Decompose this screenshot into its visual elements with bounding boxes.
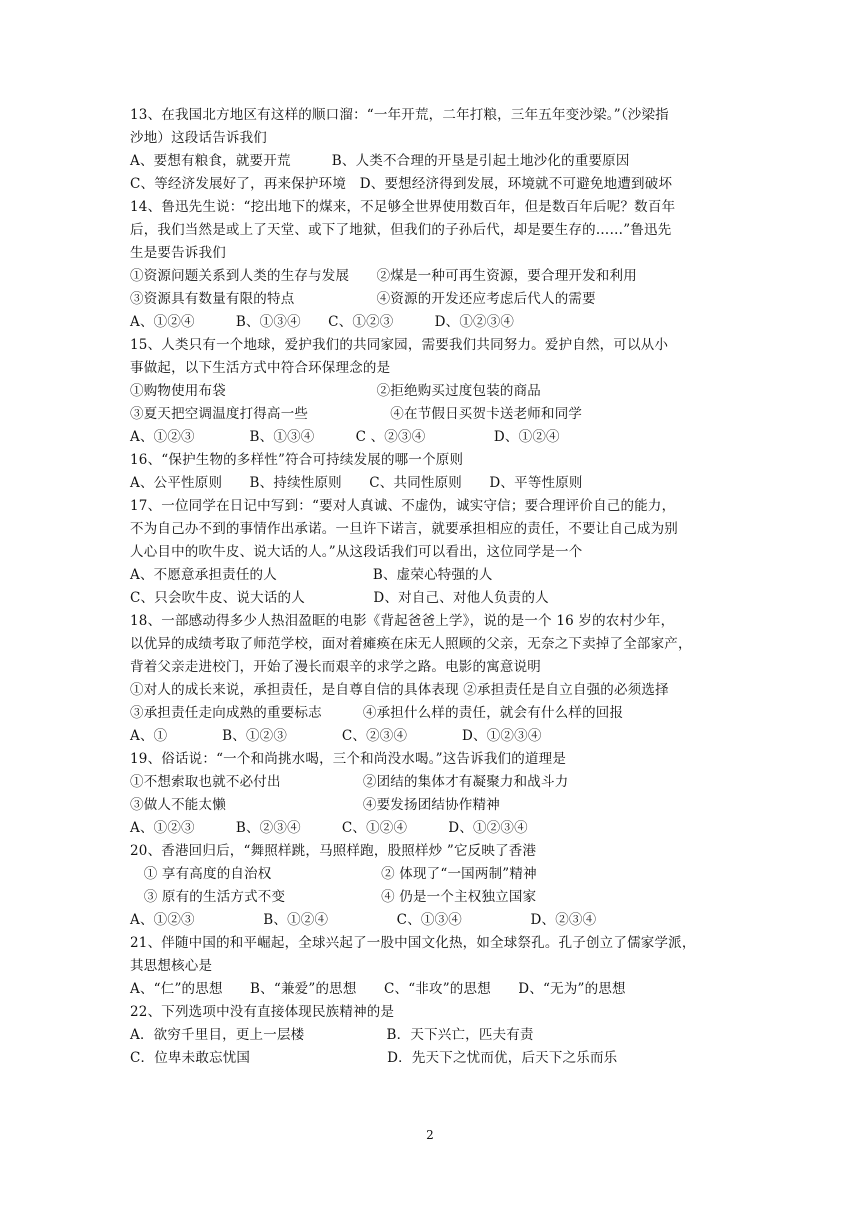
text-line: ①购物使用布袋 ②拒绝购买过度包装的商品 — [130, 383, 541, 399]
text-line: 19、俗话说：“一个和尚挑水喝，三个和尚没水喝。”这告诉我们的道理是 — [130, 751, 567, 767]
text-line: 生是要告诉我们 — [130, 245, 226, 261]
text-line: 16、“保护生物的多样性”符合可持续发展的哪一个原则 — [130, 452, 464, 468]
text-line: A、①②③ B、①②④ C、①③④ D、②③④ — [130, 912, 597, 928]
text-line: ① 享有高度的自治权 ② 体现了“一国两制”精神 — [130, 866, 537, 882]
text-line: 以优异的成绩考取了师范学校，面对着瘫痪在床无人照顾的父亲，无奈之下卖掉了全部家产， — [130, 636, 692, 652]
text-line: A、①②④ B、①③④ C、①②③ D、①②③④ — [130, 314, 515, 330]
text-line: 15、人类只有一个地球，爱护我们的共同家园，需要我们共同努力。爱护自然，可以从小 — [130, 337, 669, 353]
text-line: ①不想索取也就不必付出 ②团结的集体才有凝聚力和战斗力 — [130, 774, 569, 790]
text-line: ③承担责任走向成熟的重要标志 ④承担什么样的责任，就会有什么样的回报 — [130, 705, 624, 721]
text-line: A、①②③ B、①③④ C 、②③④ D、①②④ — [130, 429, 560, 445]
text-line: C、只会吹牛皮、说大话的人 D、对自己、对他人负责的人 — [130, 590, 549, 606]
text-line: ①对人的成长来说，承担责任，是自尊自信的具体表现 ②承担责任是自立自强的必须选择 — [130, 682, 669, 698]
text-line: 18、一部感动得多少人热泪盈眶的电影《背起爸爸上学》，说的是一个 16 岁的农村少年， — [130, 613, 675, 629]
text-line: 21、伴随中国的和平崛起，全球兴起了一股中国文化热，如全球祭孔。孔子创立了儒家学派， — [130, 935, 696, 951]
text-line: ①资源问题关系到人类的生存与发展 ②煤是一种可再生资源，要合理开发和利用 — [130, 268, 637, 284]
text-line: 14、鲁迅先生说：“挖出地下的煤来，不足够全世界使用数百年，但是数百年后呢？数百年 — [130, 199, 676, 215]
text-line: 后，我们当然是或上了天堂、或下了地狱，但我们的子孙后代，却是要生存的……”鲁迅先 — [130, 222, 672, 238]
text-line: ③资源具有数量有限的特点 ④资源的开发还应考虑后代人的需要 — [130, 291, 596, 307]
text-line: A、不愿意承担责任的人 B、虚荣心特强的人 — [130, 567, 493, 583]
text-line: 人心目中的吹牛皮、说大话的人。”从这段话我们可以看出，这位同学是一个 — [130, 544, 583, 560]
text-line: 20、香港回归后，“舞照样跳，马照样跑，股照样炒 ”它反映了香港 — [130, 843, 537, 859]
text-line: 背着父亲走进校门，开始了漫长而艰辛的求学之路。电影的寓意说明 — [130, 659, 541, 675]
text-line: ③夏天把空调温度打得高一些 ④在节假日买贺卡送老师和同学 — [130, 406, 583, 422]
text-line: 不为自己办不到的事情作出承诺。一旦许下诺言，就要承担相应的责任，不要让自己成为别 — [130, 521, 678, 537]
text-line: 事做起，以下生活方式中符合环保理念的是 — [130, 360, 391, 376]
text-line: 17、一位同学在日记中写到：“要对人真诚、不虚伪，诚实守信；要合理评价自己的能力， — [130, 498, 676, 514]
text-line: C．位卑未敢忘忧国 D．先天下之忧而优，后天下之乐而乐 — [130, 1050, 618, 1066]
text-line: A、公平性原则 B、持续性原则 C、共同性原则 D、平等性原则 — [130, 475, 583, 491]
text-line: A、①②③ B、②③④ C、①②④ D、①②③④ — [130, 820, 528, 836]
text-line: 沙地）这段话告诉我们 — [130, 130, 267, 146]
text-line: A、“仁”的思想 B、“兼爱”的思想 C、“非攻”的思想 D、“无为”的思想 — [130, 981, 626, 997]
text-line: A．欲穷千里目，更上一层楼 B．天下兴亡，匹夫有责 — [130, 1027, 534, 1043]
text-line: C、等经济发展好了，再来保护环境 D、要想经济得到发展，环境就不可避免地遭到破坏 — [130, 176, 673, 192]
text-line: 22、下列选项中没有直接体现民族精神的是 — [130, 1004, 395, 1020]
text-line: ③ 原有的生活方式不变 ④ 仍是一个主权独立国家 — [130, 889, 537, 905]
text-line: ③做人不能太懒 ④要发扬团结协作精神 — [130, 797, 500, 813]
text-line: A、要想有粮食，就要开荒 B、人类不合理的开垦是引起土地沙化的重要原因 — [130, 153, 630, 169]
page-number: 2 — [426, 1128, 434, 1142]
text-line: 13、在我国北方地区有这样的顺口溜：“一年开荒，二年打粮，三年五年变沙梁。”（沙梁指 — [130, 107, 669, 123]
text-line: 其思想核心是 — [130, 958, 213, 974]
text-line: A、① B、①②③ C、②③④ D、①②③④ — [130, 728, 542, 744]
